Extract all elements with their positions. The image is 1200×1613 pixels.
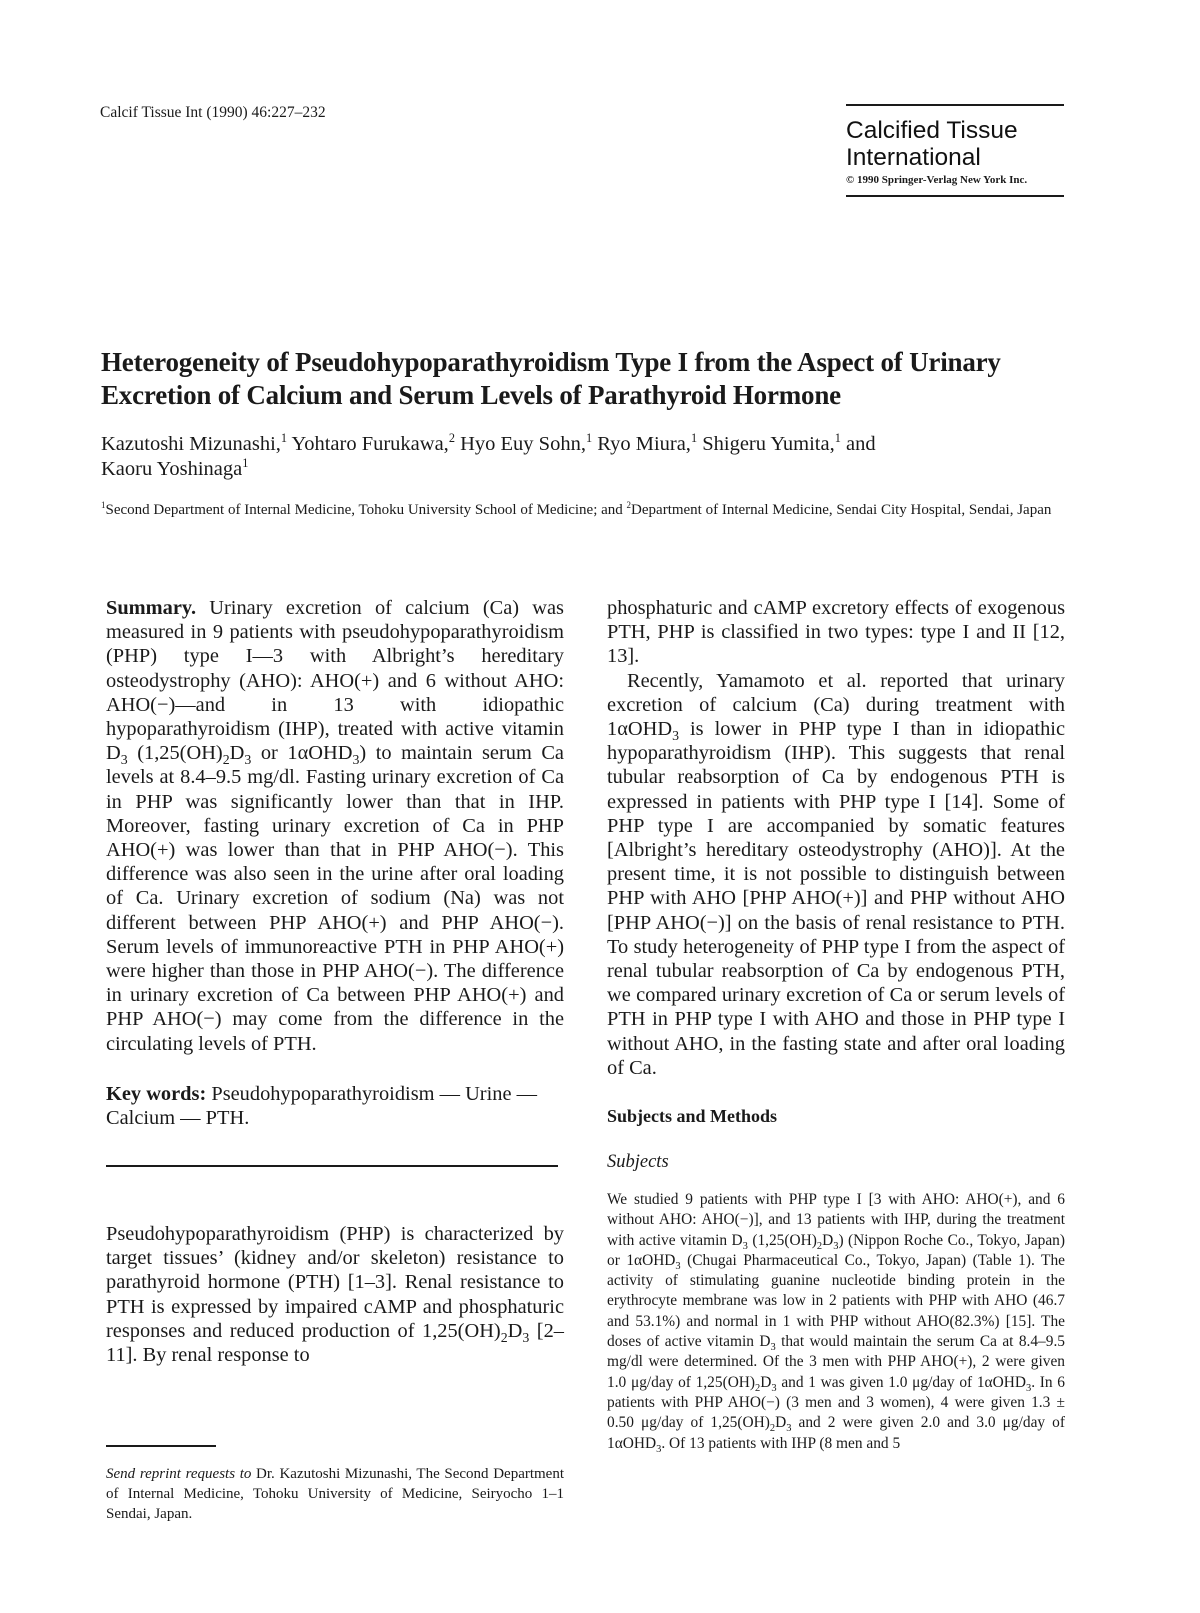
intro-continued-text: phosphaturic and cAMP excretory effects of exogenous PTH, PHP is classified in two types: type I and II [12, 13]. [607,597,1065,668]
affiliation-text: Second Department of Internal Medicine, Tohoku University School of Medicine; and [105,502,627,518]
summary-paragraph [106,596,564,1056]
subscript: 3 [833,1240,839,1252]
subscript: 3 [786,1423,792,1435]
methods-text: (1,25(OH) [747,1231,817,1249]
author: Kazutoshi Mizunashi, [101,433,281,455]
affiliation-mark: 1 [834,431,841,446]
journal-name-line2: International [846,144,981,171]
methods-text: D [775,1414,787,1432]
methods-text: and 2 were given 2.0 and 3.0 μg/day of 1αOHD [607,1414,1066,1452]
affiliations [101,500,1061,521]
summary-text: (1,25(OH) [127,742,223,765]
affiliation-mark: 1 [690,431,698,446]
subscript: 3 [522,1330,530,1346]
introduction-continued [607,596,1065,1080]
methods-text: (Chugai Pharmaceutical Co., Tokyo, Japan) (Table 1). The activity of stimulating guanine nucleotide binding protein in the erythrocyte membrane was low in 2 patients with PHP with AHO (46.7 and 53.1%) and normal in 1 with PHP without AHO(82.3%) [15]. The doses of active vitamin D [607,1251,1065,1351]
journal-masthead [846,104,1064,197]
author: Ryo Miura, [597,433,691,455]
author-list [101,432,1061,482]
subscript: 3 [771,1382,777,1394]
journal-name-line1: Calcified Tissue [846,117,1018,144]
subscript: 3 [120,753,128,769]
author: Kaoru Yoshinaga [101,458,243,480]
introduction-paragraph [106,1222,564,1367]
subscript: 3 [672,729,679,745]
intro-text: is lower in PHP type I than in idiopathic hypoparathyroidism (IHP). This suggests that renal tubular reabsorption of Ca by endogenous PTH is expressed in patients with PHP type I [14]. Some of PHP type I are accompanied by somatic features [Albright’s hereditary osteodystrophy (AHO)]. At the present time, it is not possible to distinguish between PHP with AHO [PHP AHO(+)] and PHP without AHO [PHP AHO(−)] on the basis of renal resistance to PTH. To study heterogeneity of PHP type I from the aspect of renal tubular reabsorption of Ca by endogenous PTH, we compared urinary excretion of Ca or serum levels of PTH in PHP type I with AHO and those in PHP type I without AHO, in the fasting state and after oral loading of Ca. [607,718,1065,1079]
masthead-top-rule [846,104,1064,106]
affiliation-mark: 1 [280,431,288,446]
reprint-footnote [106,1464,564,1524]
journal-citation: Calcif Tissue Int (1990) 46:227–232 [100,104,326,121]
affiliation-mark: 1 [242,456,249,471]
methods-text: ) (Nippon Roche Co., Tokyo, Japan) or 1αOHD [607,1231,1065,1269]
methods-paragraph [607,1190,1065,1454]
affiliation-mark: 2 [448,431,455,446]
masthead-bottom-rule [846,195,1064,197]
methods-text: . Of 13 patients with IHP (8 men and 5 [661,1434,901,1452]
author-conjunction: and [845,433,876,455]
methods-text: D [760,1373,772,1391]
methods-text: D [822,1231,834,1249]
keywords [106,1082,564,1130]
subsection-heading: Subjects [607,1152,669,1172]
summary-label: Summary. [106,597,197,619]
affiliation-mark: 1 [101,500,106,510]
subscript: 3 [656,1443,662,1455]
subscript: 3 [244,753,252,769]
journal-name [846,117,1064,171]
subscript: 3 [742,1240,748,1252]
footnote-divider [106,1445,216,1447]
subscript: 2 [816,1240,823,1252]
article-title: Heterogeneity of Pseudohypoparathyroidism Type I from the Aspect of Urinary Excretion of Calcium and Serum Levels of Parathyroid Hormone [101,347,1001,410]
summary-text: or 1αOHD [251,742,353,765]
methods-text: and 1 was given 1.0 μg/day of 1αOHD [776,1373,1026,1391]
methods-text: that would maintain the serum Ca at 8.4–9.5 mg/dl were determined. Of the 3 men with PHP AHO(+), 2 were given 1.0 μg/day of 1,25(OH) [607,1333,1065,1391]
intro-text: D [507,1319,523,1342]
copyright-notice: © 1990 Springer-Verlag New York Inc. [846,174,1028,186]
subscript: 2 [769,1423,776,1435]
summary-text: ) to maintain serum Ca levels at 8.4–9.5 mg/dl. Fasting urinary excretion of Ca in PHP was significantly lower than that in IHP. Moreover, fasting urinary excretion of Ca in PHP AHO(+) was lower than that in PHP AHO(−). This difference was also seen in the urine after oral loading of Ca. Urinary excretion of sodium (Na) was not different between PHP AHO(+) and PHP AHO(−). Serum levels of immunoreactive PTH in PHP AHO(+) were higher than those in PHP AHO(−). The difference in urinary excretion of Ca between PHP AHO(+) and PHP AHO(−) may come from the difference in the circulating levels of PTH. [106,742,564,1055]
subscript: 3 [352,753,360,769]
keywords-text: Pseudohypoparathyroidism — Urine — Calcium — PTH. [106,1083,537,1130]
methods-text: . In 6 patients with PHP AHO(−) (3 men and 3 women), 4 were given 1.3 ± 0.50 μg/day of 1,25(OH) [607,1373,1065,1432]
intro-text: Pseudohypoparathyroidism (PHP) is characterized by target tissues’ (kidney and/or skeleton) resistance to parathyroid hormone (PTH) [1–3]. Renal resistance to PTH is expressed by impaired cAMP and phosphaturic responses and reduced production of 1,25(OH) [106,1223,564,1342]
section-divider [106,1165,558,1167]
reprint-label: Send reprint requests to [106,1466,252,1482]
intro-paragraph-2 [607,669,1065,1080]
affiliation-mark: 2 [626,500,632,510]
summary-text: D [229,742,245,765]
author: Yohtaro Furukawa, [291,433,449,455]
intro-text: [2–11]. By renal response to [106,1319,564,1367]
affiliation-text: Department of Internal Medicine, Sendai City Hospital, Sendai, Japan [631,502,1052,518]
section-heading: Subjects and Methods [607,1106,778,1126]
author: Hyo Euy Sohn, [460,433,586,455]
intro-text: Recently, Yamamoto et al. reported that urinary excretion of calcium (Ca) during treatment with 1αOHD [607,669,1065,741]
subscript: 2 [222,753,230,769]
keywords-label: Key words: [106,1083,207,1105]
author: Shigeru Yumita, [702,433,835,455]
affiliation-mark: 1 [585,431,593,446]
subscript: 3 [1025,1382,1032,1394]
subscript: 2 [500,1330,508,1346]
summary-text: Urinary excretion of calcium (Ca) was measured in 9 patients with pseudohypoparathyroidism (PHP) type I—3 with Albright’s hereditary osteodystrophy (AHO): AHO(+) and 6 without AHO: AHO(−)—and in 13 with idiopathic hypoparathyroidism (IHP), treated with active vitamin D [106,597,564,765]
subscript: 2 [755,1382,761,1394]
methods-text: We studied 9 patients with PHP type I [3 with AHO: AHO(+), and 6 without AHO: AHO(−)], and 13 patients with IHP, during the treatment with active vitamin D [607,1191,1065,1249]
subscript: 3 [770,1342,776,1354]
subscript: 3 [675,1260,681,1272]
reprint-text: Dr. Kazutoshi Mizunashi, The Second Department of Internal Medicine, Tohoku University of Medicine, Seiryocho 1–1 Sendai, Japan. [106,1466,565,1522]
